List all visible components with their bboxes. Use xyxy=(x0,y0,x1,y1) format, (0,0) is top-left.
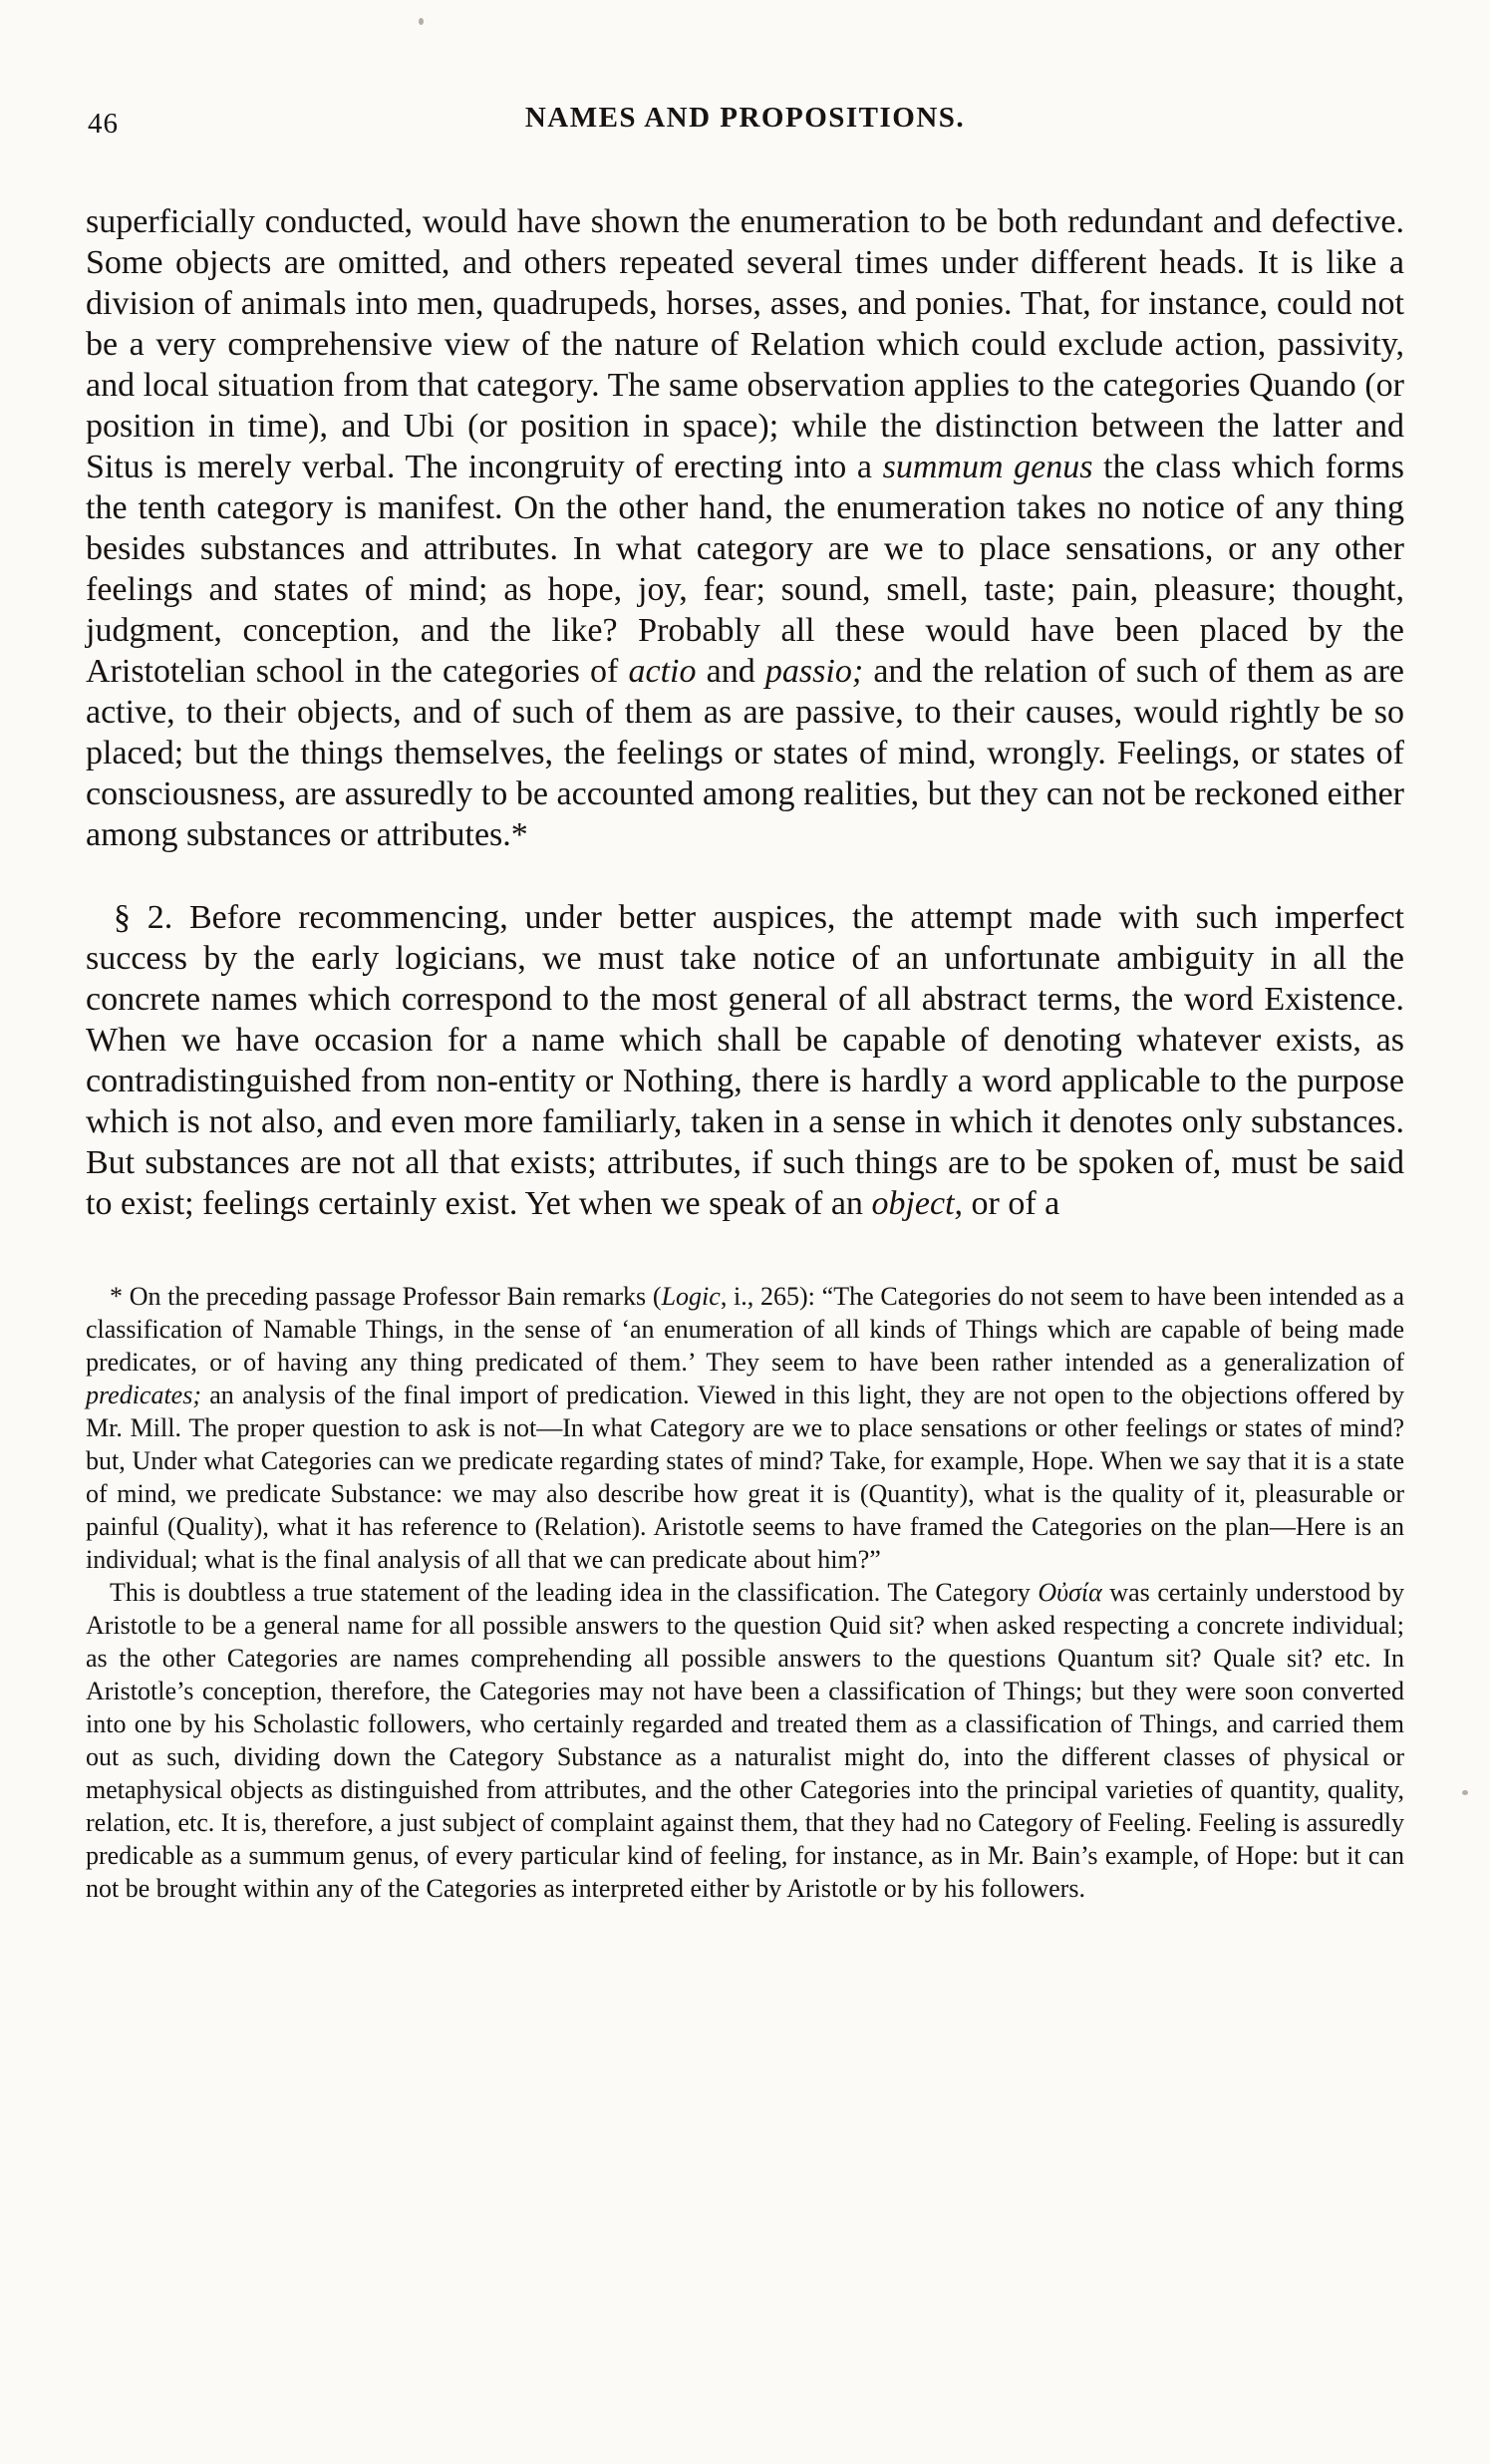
footnote-paragraph-2 xyxy=(86,1576,1404,1905)
text-run: and xyxy=(696,653,765,690)
text-run-italic: passio; xyxy=(764,653,864,690)
text-run-italic: summum genus xyxy=(882,449,1093,485)
page-header xyxy=(86,102,1404,146)
page-number: 46 xyxy=(88,108,119,140)
text-run: was certainly understood by Aristotle to be a general name for all possible answers to the question Quid sit? when asked respecting a concrete individual; as the other Categories are names comprehending all possible answers to the questions Quantum sit? Quale sit? etc. In Aristotle’s conception, therefore, the Categories may not have been a classification of Things; but they were soon converted into one by his Scholastic followers, who certainly regarded and treated them as a classification of Things, and carried them out as such, dividing down the Category Substance as a naturalist might do, into the different classes of physical or metaphysical objects as distinguished from attributes, and the other Categories into the principal varieties of quantity, quality, relation, etc. It is, therefore, a just subject of complaint against them, that they had no Category of Feeling. Feeling is assuredly predicable as a summum genus, of every particular kind of feeling, for instance, as in Mr. Bain’s example, of Hope: but it can not be brought within any of the Categories as interpreted either by Aristotle or by his followers. xyxy=(86,1578,1404,1903)
text-run-italic: Οὐσία xyxy=(1038,1578,1102,1607)
text-run: and the relation of such of them as are active, to their objects, and of such of them as are passive, to their causes, would rightly be so placed; but the things themselves, the feelings or states of mind, wrongly. Feelings, or states of consciousness, are assuredly to be accounted among realities, but they can not be reckoned either among substances or attributes.* xyxy=(86,653,1405,853)
body-text xyxy=(86,201,1404,1224)
text-run: an analysis of the final import of predication. Viewed in this light, they are not open to the objections offered by Mr. Mill. The proper question to ask is not—In what Category are we to place sensations or other feelings or states of mind? but, Under what Categories can we predicate regarding states of mind? Take, for example, Hope. When we say that it is a state of mind, we predicate Substance: we may also describe how great it is (Quantity), what is the quality of it, pleasurable or painful (Quality), what it has reference to (Relation). Aristotle seems to have framed the Categories on the plan—Here is an individual; what is the final analysis of all that we can predicate about him?” xyxy=(86,1381,1404,1574)
text-run: the class which forms the tenth category is manifest. On the other hand, the enumeration takes no notice of any thing besides substances and attributes. In what category are we to place sensations, or any other feelings and states of mind; as hope, joy, fear; sound, smell, taste; pain, pleasure; thought, judgment, conception, and the like? Probably all these would have been placed by the Aristotelian school in the categories of xyxy=(86,449,1404,690)
text-run: or of a xyxy=(963,1185,1060,1222)
running-title: NAMES AND PROPOSITIONS. xyxy=(524,102,966,134)
scan-artifact xyxy=(1462,1790,1468,1795)
text-run: This is doubtless a true statement of the leading idea in the classification. The Category xyxy=(110,1578,1039,1607)
text-run-italic: predicates; xyxy=(86,1381,201,1409)
footnote-paragraph-1 xyxy=(86,1280,1404,1576)
body-paragraph-2 xyxy=(86,897,1404,1224)
text-run: § 2. Before recommencing, under better auspices, the attempt made with such imperfect success by the early logicians, we must take notice of an unfortunate ambiguity in all the concrete names which correspond to the most general of all abstract terms, the word Existence. When we have occasion for a name which shall be capable of denoting whatever exists, as contradistinguished from non-entity or Nothing, there is hardly a word applicable to the purpose which is not also, and even more familiarly, taken in a sense in which it denotes only substances. But substances are not all that exists; attributes, if such things are to be spoken of, must be said to exist; feelings certainly exist. Yet when we speak of an xyxy=(86,899,1404,1222)
text-run: , i., 265): “The Categories do not seem to have been intended as a classification of Namable Things, in the sense of ‘an enumeration of all kinds of Things which are capable of being made predicates, or of having any thing predicated of them.’ They seem to have been rather intended as a generalization of xyxy=(86,1282,1404,1377)
body-paragraph-1 xyxy=(86,201,1404,855)
scan-artifact xyxy=(419,18,424,25)
text-run-italic: object, xyxy=(871,1185,964,1222)
text-run-italic: actio xyxy=(628,653,697,690)
text-run-italic: Logic xyxy=(661,1282,721,1311)
text-run: * On the preceding passage Professor Bain remarks ( xyxy=(110,1282,662,1311)
text-run: superficially conducted, would have shown the enumeration to be both redundant and defective. Some objects are omitted, and others repeated several times under different heads. It is like a division of animals into men, quadrupeds, horses, asses, and ponies. That, for instance, could not be a very comprehensive view of the nature of Relation which could exclude action, passivity, and local situation from that category. The same observation applies to the categories Quando (or position in time), and Ubi (or position in space); while the distinction between the latter and Situs is merely verbal. The incongruity of erecting into a xyxy=(86,203,1404,485)
footnote-block xyxy=(86,1280,1404,1905)
